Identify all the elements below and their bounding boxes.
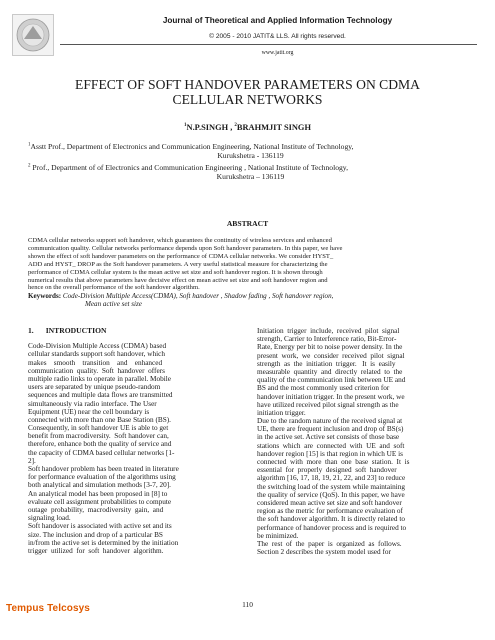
keywords-label: Keywords: — [28, 292, 62, 300]
footer-brand: Tempus Telcosys — [6, 603, 90, 614]
body-line: strength as the initiation trigger. It is easily — [257, 359, 396, 368]
body-line: in/from the active set is determined by the initiation — [28, 538, 179, 547]
body-line: Soft handover problem has been treated in literature — [28, 465, 179, 473]
journal-url[interactable]: www.jatit.org — [261, 50, 294, 56]
body-line: Soft handover is associated with active set and its — [28, 522, 172, 531]
affiliation-text: Prof., Department of of Electronics and Communication Engineering , National Institute of Technology, — [30, 163, 348, 172]
header-divider — [60, 44, 477, 45]
keywords-text: Code-Division Multiple Access(CDMA), Soft handover , Shadow fading , Soft handover region, — [62, 292, 334, 300]
journal-logo-icon — [12, 14, 54, 56]
section-number: 1. — [28, 326, 34, 335]
body-line: size. The inclusion and drop of a particular BS — [28, 530, 163, 539]
left-column-body — [28, 342, 234, 555]
body-line: benefit from macrodiversity. Soft handover can, — [28, 432, 169, 441]
section-title: INTRODUCTION — [45, 326, 107, 335]
body-line: communication quality. Soft handover offers — [28, 366, 165, 375]
body-line: Rate, Energy per bit to noise power density. In the — [257, 343, 403, 352]
body-line: trigger utilized for soft handover algorithm. — [28, 546, 164, 555]
body-line: Initiation trigger include, received pilot signal — [257, 327, 400, 335]
body-line: the switching load of the system while maintaining — [257, 482, 405, 491]
affiliation-text: Kurukshetra - 136119 — [217, 151, 284, 161]
abstract-line: communication quality. Cellular networks performance depends upon Soft handover parameters. In this paper, we have — [28, 244, 343, 252]
body-line: algorithm [16, 17, 18, 19, 21, 22, and 23] to reduce — [257, 474, 406, 483]
author-marker: 1 — [184, 123, 187, 129]
body-line: An analytical model has been proposed in [8] to — [28, 489, 168, 498]
author-name: BRAHMJIT SINGH — [236, 123, 311, 132]
body-line: UE, there are frequent inclusion and drop of BS(s) — [257, 425, 404, 434]
body-line: the capacity of CDMA based cellular networks [1- — [28, 448, 175, 457]
abstract-line: hence on the overall performance of the soft handover algorithm. — [28, 284, 200, 292]
copyright-line: © 2005 - 2010 JATIT& LLS. All rights reserved. — [209, 33, 346, 40]
abstract-heading: ABSTRACT — [226, 219, 269, 228]
author-name: N.P.SINGH , — [186, 123, 233, 132]
author-marker: 2 — [234, 123, 237, 129]
affiliation-marker: 2 — [28, 163, 31, 169]
body-line: signaling load. — [28, 514, 71, 523]
abstract-line: CDMA cellular networks support soft handover, which guarantees the continuity of wireless services and enhanced — [28, 237, 332, 244]
keywords-text: Mean active set size — [85, 300, 142, 309]
body-line: Equipment (UE) near the cell boundary is — [28, 407, 150, 416]
body-line: BS and the most commonly used criterion for — [257, 384, 390, 393]
body-line: present work, we consider received pilot signal — [257, 351, 405, 360]
body-line: cellular standards support soft handover, which — [28, 350, 166, 359]
abstract-line: performance of CDMA cellular system is the mean active set size and soft handover region. It is shown through — [28, 268, 323, 276]
right-column — [257, 327, 463, 556]
paper-title — [60, 77, 435, 107]
body-line: both analytical and simulation methods [3-7, 20]. — [28, 481, 171, 490]
affiliation — [28, 142, 473, 160]
title-line: EFFECT OF SOFT HANDOVER PARAMETERS ON CDMA — [75, 77, 420, 92]
keywords — [28, 292, 473, 309]
author-list — [0, 123, 495, 132]
body-line: in the active set. Active set consists of those base — [257, 433, 400, 442]
body-line: 2]. — [28, 456, 36, 465]
body-line: users are separated by unique pseudo-random — [28, 383, 161, 392]
body-line: evaluate cell assignment probabilities to compute — [28, 497, 172, 506]
body-line: essential for properly designed soft handover — [257, 466, 397, 475]
abstract-line: ADD and HYST_ DROP as the Soft handover parameters. A very useful statistical measure for characterizing the — [28, 260, 328, 268]
body-line: outage probability, macrodiversity gain, and — [28, 505, 164, 514]
right-column-body — [257, 327, 463, 556]
body-line: sequences and multiple data flows are transmitted — [28, 391, 173, 400]
title-line: CELLULAR NETWORKS — [172, 92, 323, 107]
body-line: measurable quantity and directly related to the — [257, 367, 403, 376]
body-line: connected with more than one Base Station (BS). — [28, 415, 171, 424]
body-line: The rest of the paper is organized as follows. — [257, 539, 402, 548]
body-line: simultaneously via radio interface. The User — [28, 399, 157, 408]
body-line: have utilized received pilot signal strength as the — [257, 400, 399, 409]
affiliation — [28, 163, 473, 181]
body-line: quality of the communication link between UE and — [257, 376, 406, 385]
body-line: multiple radio links to operate in parallel. Mobile — [28, 374, 171, 383]
body-line: Due to the random nature of the received signal at — [257, 417, 403, 426]
body-line: strength, Carrier to Interference ratio, Bit-Error- — [257, 335, 397, 344]
journal-name: Journal of Theoretical and Applied Information Technology — [162, 16, 393, 25]
body-line: region as the metric for performance evaluation of — [257, 507, 403, 516]
body-line: stations which are connected with UE and soft — [257, 441, 405, 450]
body-line: handover initiation trigger. In the present work, we — [257, 392, 405, 401]
body-line: Code-Division Multiple Access (CDMA) based — [28, 342, 167, 351]
body-line: initiation trigger. — [257, 408, 306, 417]
body-line: Consequently, in soft handover UE is able to get — [28, 424, 169, 433]
body-line: performance of handover process and is required to — [257, 523, 407, 532]
body-line: considered mean active set size and soft handover — [257, 498, 402, 507]
body-line: handover region [15] is that region in which UE is — [257, 449, 403, 458]
abstract-line: shown the effect of soft handover parameters on the performance of CDMA cellular networks. We consider HYST_ — [28, 252, 334, 260]
abstract-body — [28, 237, 473, 292]
affiliation-text: Asstt Prof., Department of Electronics and Communication Engineering, National Institute of Technology, — [30, 142, 354, 151]
section-heading — [28, 327, 234, 335]
affiliation-marker: 1 — [28, 142, 31, 148]
body-line: Section 2 describes the system model used for — [257, 548, 391, 557]
affiliation-text: Kurukshetra – 136119 — [216, 172, 285, 182]
body-line: therefore, enhance both the quality of service and — [28, 440, 172, 449]
body-line: the quality of service (QoS). In this paper, we have — [257, 490, 405, 499]
body-line: makes smooth transition and enhanced — [28, 358, 163, 367]
body-line: be minimized. — [257, 531, 299, 540]
abstract-line: numerical results that above parameters have decisive effect on mean active set size and soft handover region and — [28, 276, 328, 284]
page-number: 110 — [242, 600, 253, 609]
body-line: connected with more than one base station. It is — [257, 458, 410, 466]
body-line: for performance evaluation of the algorithms using — [28, 473, 176, 482]
left-column — [28, 327, 234, 555]
body-line: the soft handover algorithm. It is directly related to — [257, 515, 405, 524]
